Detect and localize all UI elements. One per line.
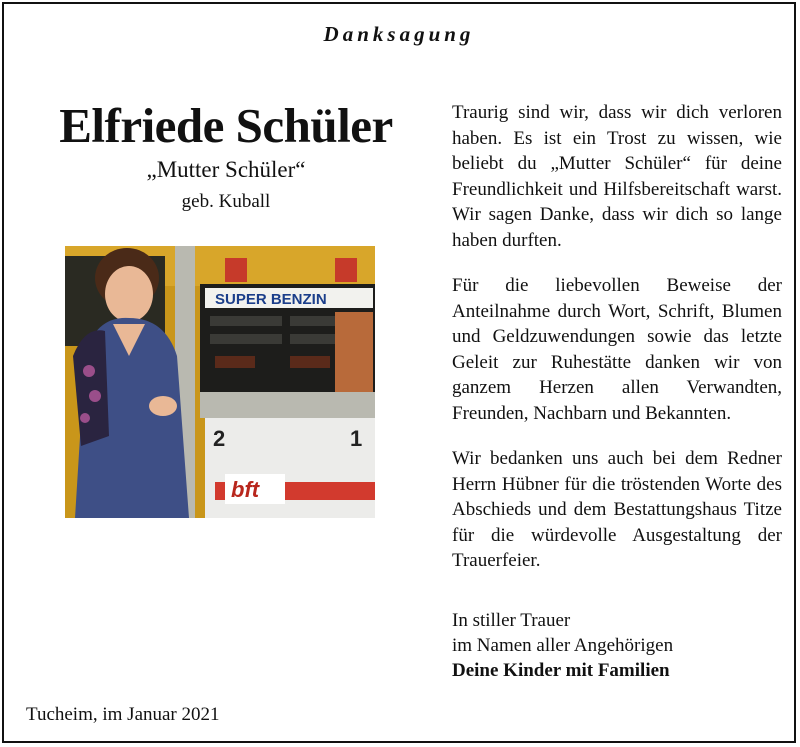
signature-line-3: Deine Kinder mit Familien (452, 660, 670, 681)
obituary-notice (2, 2, 796, 743)
portrait-photo (65, 246, 375, 518)
paragraph-1: Traurig sind wir, dass wir dich verloren haben. Es ist ein Trost zu wissen, wie beliebt du „Mutter Schüler“ für deine Freundlichkeit und Hilfsbereitschaft warst. Wir sagen Danke, dass wir dich so lange haben durften. (452, 102, 782, 251)
deceased-name: Elfriede Schüler (59, 98, 393, 153)
signature-line-2: im Namen aller Angehörigen (452, 635, 674, 656)
paragraph-3: Wir bedanken uns auch bei dem Redner Herrn Hübner für die tröstenden Worte des Abschieds und dem Bestattungshaus Titze für die würdevolle Ausgestaltung der Trauerfeier. (452, 448, 782, 571)
deceased-nickname: „Mutter Schüler“ (146, 157, 306, 182)
signature-line-1: In stiller Trauer (452, 610, 571, 631)
pump-number-right: 1 (350, 426, 363, 451)
signature-block (452, 608, 673, 683)
maiden-name: geb. Kuball (181, 191, 271, 212)
paragraph-2: Für die liebevollen Beweise der Anteilnahme durch Wort, Schrift, Blumen und Geldzuwendungen sowie das letzte Geleit zur Ruhestätte danken wir von ganzem Herzen allen Verwandten, Freunden, Nachbarn und Bekannten. (452, 275, 782, 424)
place-date: Tucheim, im Januar 2021 (26, 704, 220, 725)
thanks-text (452, 100, 782, 594)
pump-number-left: 2 (213, 426, 226, 451)
notice-heading: Danksagung (323, 22, 475, 46)
pump-logo: bft (231, 477, 260, 502)
pump-brand-label: SUPER BENZIN (215, 291, 327, 308)
